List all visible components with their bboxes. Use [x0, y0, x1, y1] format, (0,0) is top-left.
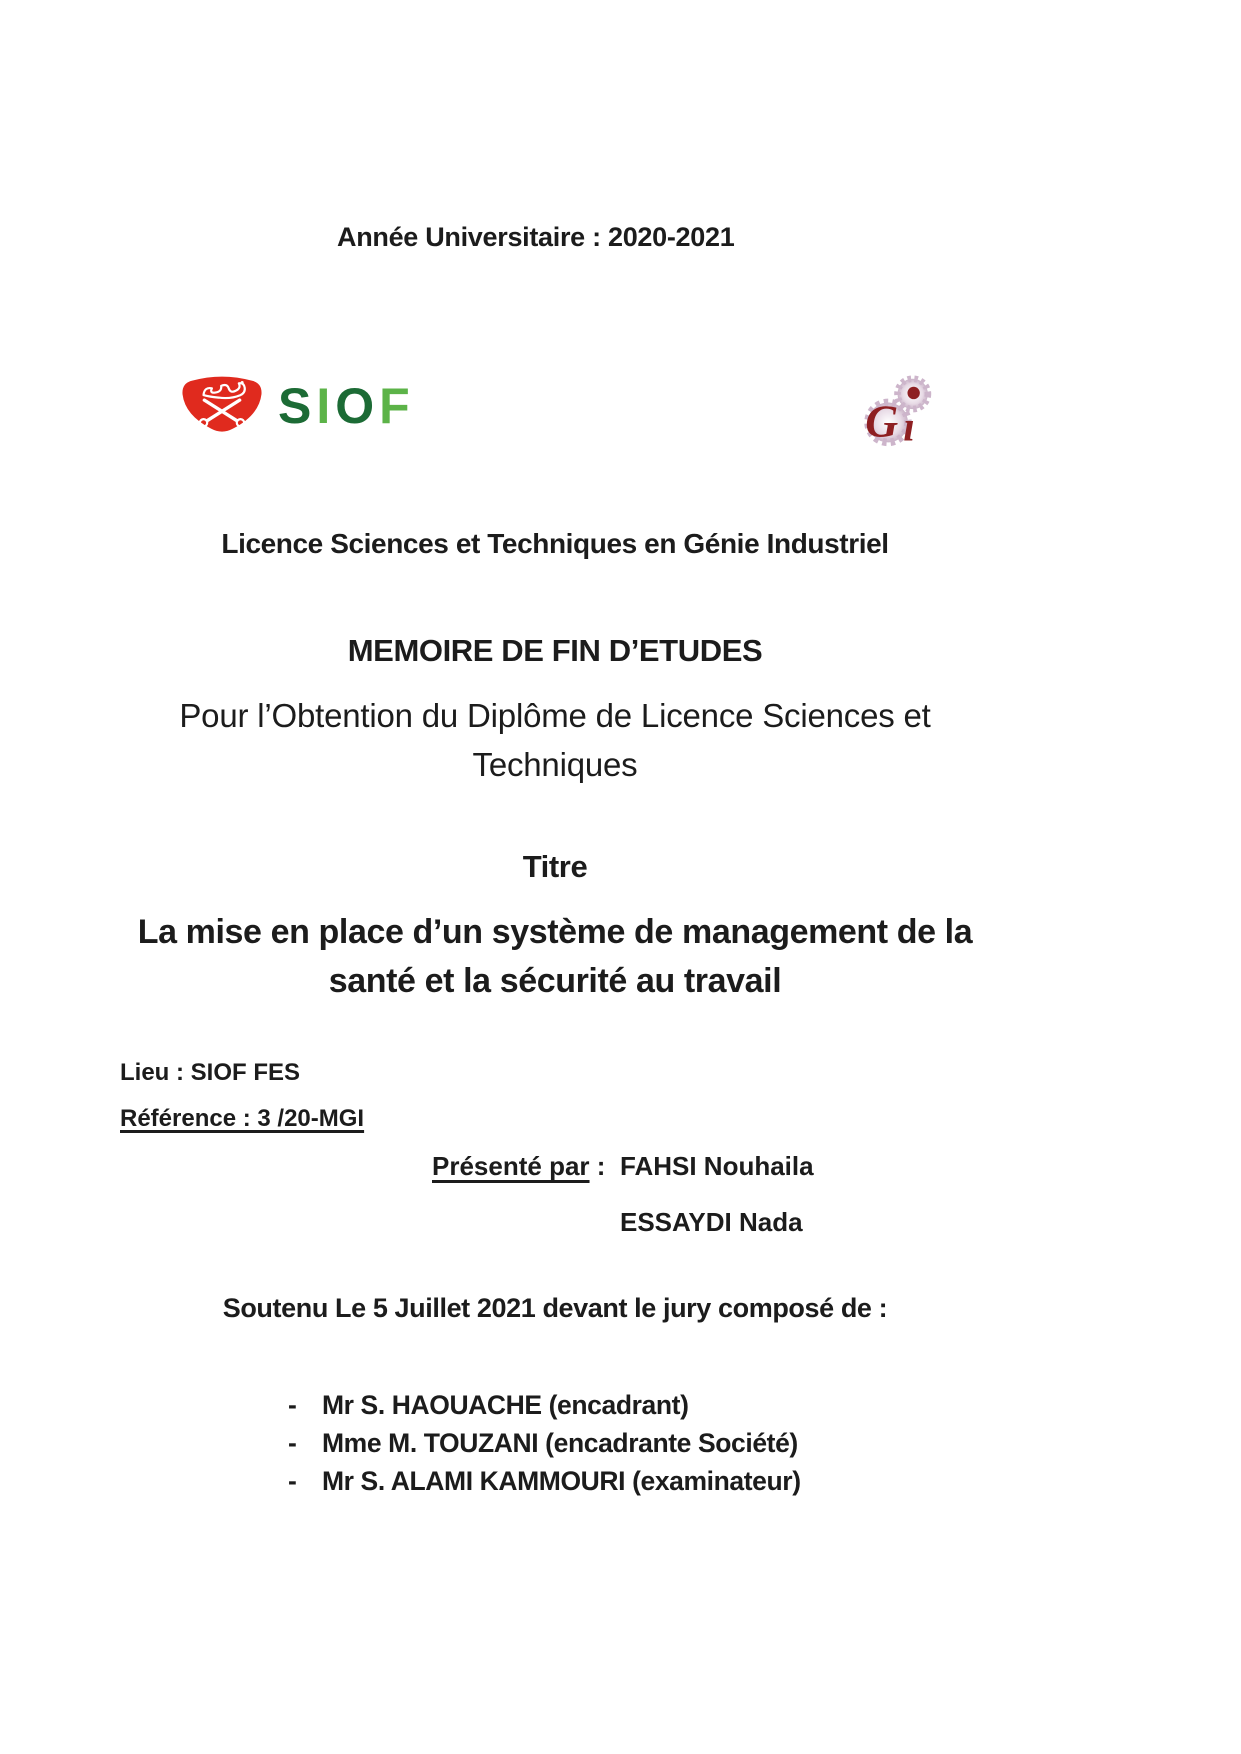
academic-year: Année Universitaire : 2020-2021 — [337, 222, 735, 252]
purpose-text — [0, 691, 1110, 789]
gi-letter-g: G — [865, 395, 899, 447]
siof-letter-i: I — [316, 378, 336, 434]
siof-letter-f: F — [379, 378, 415, 434]
jury-member-name: Mr S. HAOUACHE (encadrant) — [322, 1390, 689, 1420]
dash-bullet: - — [288, 1466, 297, 1496]
thesis-title-line-2: santé et la sécurité au travail — [328, 962, 782, 1000]
title-label: Titre — [522, 849, 588, 884]
defense-line: Soutenu Le 5 Juillet 2021 devant le jury composé de : — [222, 1293, 888, 1323]
gi-letter-i: ı — [903, 404, 915, 451]
jury-member-name: Mr S. ALAMI KAMMOURI (examinateur) — [322, 1466, 801, 1496]
jury-member — [288, 1390, 801, 1428]
author-1: FAHSI Nouhaila — [620, 1151, 814, 1181]
siof-badge-icon — [180, 374, 264, 438]
author-2: ESSAYDI Nada — [620, 1207, 803, 1237]
program-name: Licence Sciences et Techniques en Génie Industriel — [221, 528, 889, 559]
jury-list — [288, 1390, 801, 1504]
purpose-line-2: Techniques — [472, 746, 638, 783]
gi-logo — [850, 368, 945, 454]
thesis-title — [0, 908, 1110, 1006]
location-line: Lieu : SIOF FES — [120, 1059, 301, 1086]
dash-bullet: - — [288, 1428, 297, 1458]
presented-by-label: Présenté par : — [432, 1151, 606, 1181]
gi-dot — [907, 387, 919, 399]
siof-letter-o: O — [335, 378, 380, 434]
document-type: MEMOIRE DE FIN D’ETUDES — [347, 633, 763, 668]
thesis-title-line-1: La mise en place d’un système de management de la — [137, 913, 973, 951]
reference-line: Référence : 3 /20-MGI — [120, 1105, 365, 1132]
siof-logo — [180, 374, 415, 438]
siof-letter-s: S — [278, 378, 317, 434]
dash-bullet: - — [288, 1390, 297, 1420]
purpose-line-1: Pour l’Obtention du Diplôme de Licence Sciences et — [179, 697, 931, 734]
presented-by-colon: : — [589, 1151, 606, 1181]
jury-member — [288, 1466, 801, 1504]
jury-member-name: Mme M. TOUZANI (encadrante Société) — [322, 1428, 798, 1458]
jury-member — [288, 1428, 801, 1466]
siof-wordmark — [278, 374, 415, 438]
